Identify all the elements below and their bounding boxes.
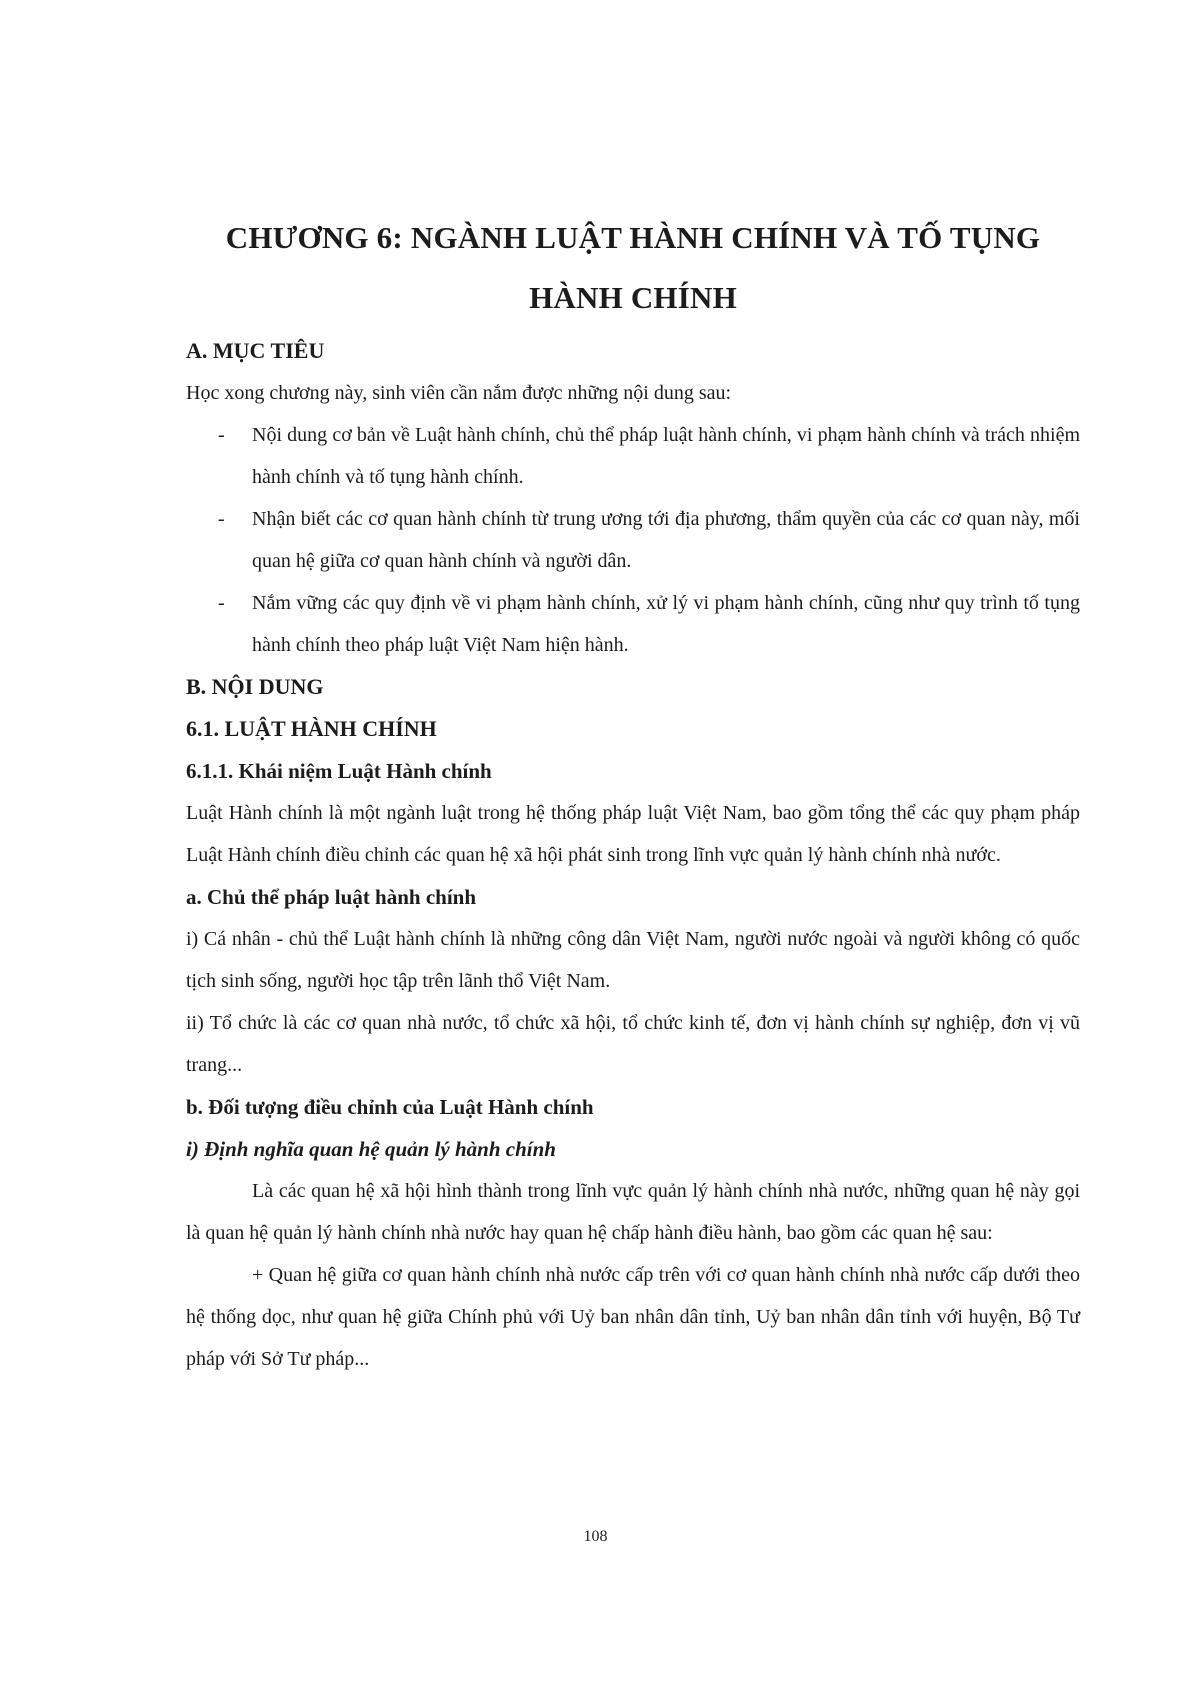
objectives-list	[186, 414, 1080, 666]
subject-item-i: i) Cá nhân - chủ thể Luật hành chính là những công dân Việt Nam, người nước ngoài và người không có quốc tịch sinh sống, người học tập trên lãnh thổ Việt Nam.	[186, 928, 1080, 992]
chapter-title-line-2: HÀNH CHÍNH	[529, 280, 737, 315]
section-6-1-heading: 6.1. LUẬT HÀNH CHÍNH	[186, 716, 437, 741]
objective-text: Nắm vững các quy định về vi phạm hành chính, xử lý vi phạm hành chính, cũng như quy trình tố tụng hành chính theo pháp luật Việt Nam hiện hành.	[252, 592, 1080, 656]
object-paragraph-1: Là các quan hệ xã hội hình thành trong lĩnh vực quản lý hành chính nhà nước, những quan hệ này gọi là quan hệ quản lý hành chính nhà nước hay quan hệ chấp hành điều hành, bao gồm các quan hệ sau:	[186, 1180, 1080, 1244]
objective-text: Nội dung cơ bản về Luật hành chính, chủ thể pháp luật hành chính, vi phạm hành chính và trách nhiệm hành chính và tố tụng hành chính.	[252, 424, 1080, 488]
chapter-title-line-1: CHƯƠNG 6: NGÀNH LUẬT HÀNH CHÍNH VÀ TỐ TỤNG	[225, 220, 1041, 255]
definition-paragraph: Luật Hành chính là một ngành luật trong hệ thống pháp luật Việt Nam, bao gồm tổng thể các quy phạm pháp Luật Hành chính điều chỉnh các quan hệ xã hội phát sinh trong lĩnh vực quản lý hành chính nhà nước.	[186, 802, 1080, 866]
subject-heading: a. Chủ thể pháp luật hành chính	[186, 885, 477, 909]
subject-item-ii: ii) Tổ chức là các cơ quan nhà nước, tổ chức xã hội, tổ chức kinh tế, đơn vị hành chính sự nghiệp, đơn vị vũ trang...	[186, 1012, 1080, 1076]
objective-item	[218, 414, 1080, 498]
page-number: 108	[583, 1528, 608, 1545]
section-6-1-1-heading: 6.1.1. Khái niệm Luật Hành chính	[186, 759, 492, 783]
bullet-dash: -	[218, 592, 225, 614]
bullet-dash: -	[218, 424, 225, 446]
objective-item	[218, 498, 1080, 582]
page-content	[186, 208, 1080, 1380]
section-a-heading: A. MỤC TIÊU	[186, 338, 325, 363]
chapter-title	[186, 208, 1080, 328]
bullet-dash: -	[218, 508, 225, 530]
section-a-intro: Học xong chương này, sinh viên cần nắm được những nội dung sau:	[186, 382, 732, 404]
object-italic-heading: i) Định nghĩa quan hệ quản lý hành chính	[186, 1137, 556, 1161]
section-b-heading: B. NỘI DUNG	[186, 674, 324, 699]
objective-item	[218, 582, 1080, 666]
object-heading: b. Đối tượng điều chỉnh của Luật Hành chính	[186, 1095, 594, 1119]
object-paragraph-2: + Quan hệ giữa cơ quan hành chính nhà nước cấp trên với cơ quan hành chính nhà nước cấp dưới theo hệ thống dọc, như quan hệ giữa Chính phủ với Uỷ ban nhân dân tỉnh, Uỷ ban nhân dân tỉnh với huyện, Bộ Tư pháp với Sở Tư pháp...	[186, 1264, 1080, 1370]
objective-text: Nhận biết các cơ quan hành chính từ trung ương tới địa phương, thẩm quyền của các cơ quan này, mối quan hệ giữa cơ quan hành chính và người dân.	[252, 508, 1080, 572]
